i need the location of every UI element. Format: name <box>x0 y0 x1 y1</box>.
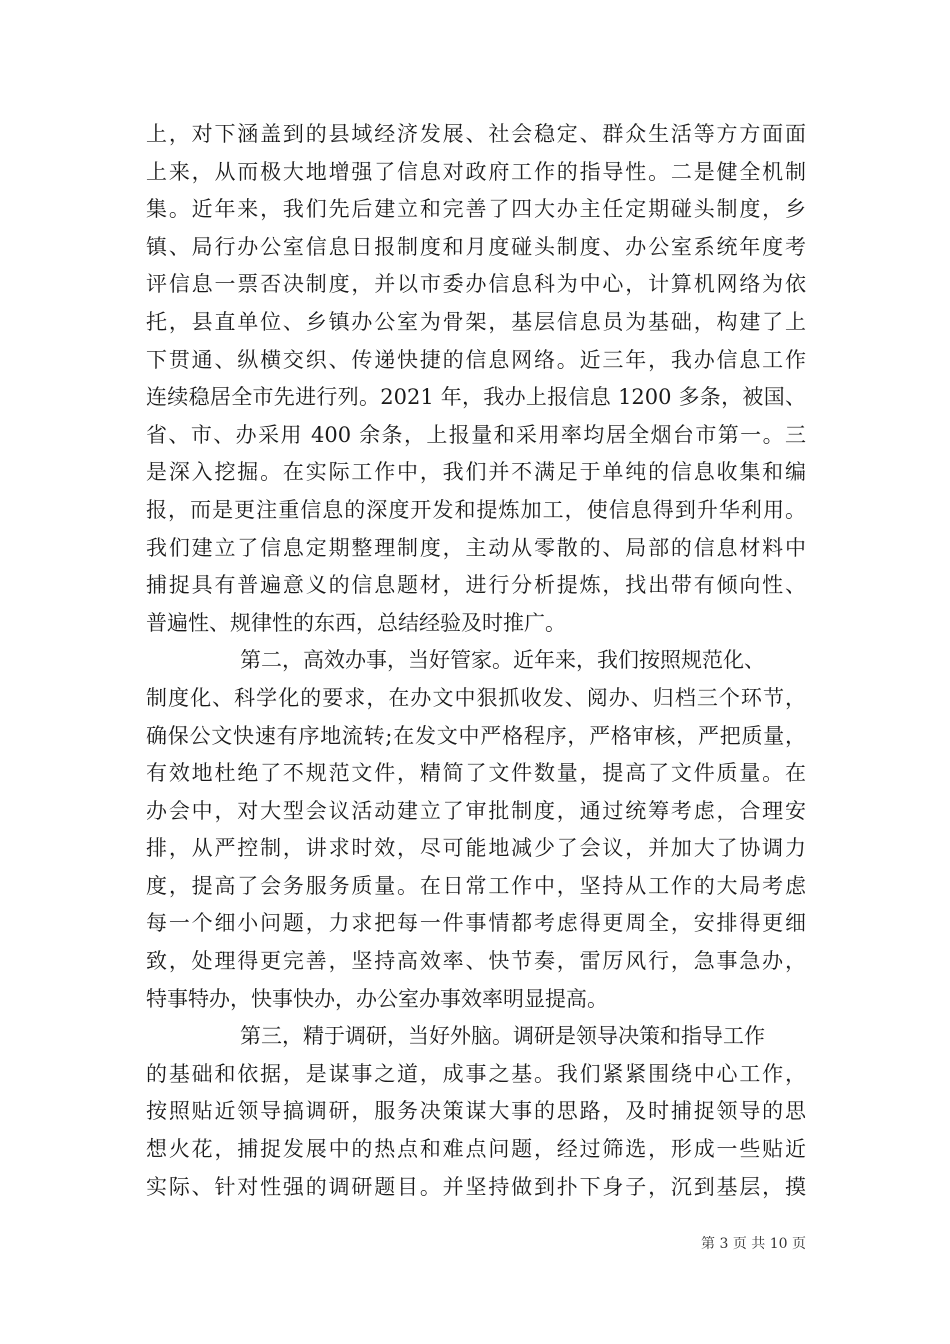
text-line: 集。近年来，我们先后建立和完善了四大办主任定期碰头制度，乡 <box>146 197 806 222</box>
text-line: 想火花，捕捉发展中的热点和难点问题，经过筛选，形成一些贴近 <box>146 1137 806 1162</box>
text-line: 我们建立了信息定期整理制度，主动从零散的、局部的信息材料中 <box>146 535 806 560</box>
text-line: 下贯通、纵横交织、传递快捷的信息网络。近三年，我办信息工作 <box>146 347 806 372</box>
text-line: 托，县直单位、乡镇办公室为骨架，基层信息员为基础，构建了上 <box>146 309 806 334</box>
text-line: 排，从严控制，讲求时效，尽可能地减少了会议，并加大了协调力 <box>146 836 806 861</box>
text-line: 按照贴近领导搞调研，服务决策谋大事的思路，及时捕捉领导的思 <box>146 1099 806 1124</box>
text-line: 实际、针对性强的调研题目。并坚持做到扑下身子，沉到基层，摸 <box>146 1174 806 1199</box>
text-line: 是深入挖掘。在实际工作中，我们并不满足于单纯的信息收集和编 <box>146 460 806 485</box>
text-line: 镇、局行办公室信息日报制度和月度碰头制度、办公室系统年度考 <box>146 234 806 259</box>
text-line: 度，提高了会务服务质量。在日常工作中，坚持从工作的大局考虑 <box>146 873 806 898</box>
text-line: 制度化、科学化的要求，在办文中狠抓收发、阅办、归档三个环节， <box>146 685 806 710</box>
text-line: 有效地杜绝了不规范文件，精简了文件数量，提高了文件质量。在 <box>146 761 806 786</box>
text-line: 评信息一票否决制度，并以市委办信息科为中心，计算机网络为依 <box>146 272 806 297</box>
text-line: 捕捉具有普遍意义的信息题材，进行分析提炼，找出带有倾向性、 <box>146 573 806 598</box>
text-line: 致，处理得更完善，坚持高效率、快节奏，雷厉风行，急事急办， <box>146 949 806 974</box>
text-line: 上来，从而极大地增强了信息对政府工作的指导性。二是健全机制 <box>146 159 806 184</box>
text-line: 上，对下涵盖到的县域经济发展、社会稳定、群众生活等方方面面 <box>146 122 806 146</box>
text-line: 每一个细小问题，力求把每一件事情都考虑得更周全，安排得更细 <box>146 911 806 936</box>
paragraph-heading-2: 第二，高效办事，当好管家。近年来，我们按照规范化、 <box>240 648 765 673</box>
text-line: 省、市、办采用 400 余条，上报量和采用率均居全烟台市第一。三 <box>146 422 806 447</box>
text-line: 普遍性、规律性的东西，总结经验及时推广。 <box>146 610 566 635</box>
body-text <box>146 116 806 1206</box>
text-line: 报，而是更注重信息的深度开发和提炼加工，使信息得到升华利用。 <box>146 497 806 522</box>
page-number: 第 3 页 共 10 页 <box>701 1236 806 1252</box>
text-line: 特事特办，快事快办，办公室办事效率明显提高。 <box>146 986 608 1011</box>
paragraph-heading-3: 第三，精于调研，当好外脑。调研是领导决策和指导工作 <box>240 1024 765 1049</box>
text-line: 办会中，对大型会议活动建立了审批制度，通过统筹考虑，合理安 <box>146 798 806 823</box>
text-line: 连续稳居全市先进行列。2021 年，我办上报信息 1200 多条，被国、 <box>146 385 806 410</box>
text-line: 的基础和依据，是谋事之道，成事之基。我们紧紧围绕中心工作， <box>146 1061 806 1086</box>
text-line: 确保公文快速有序地流转;在发文中严格程序，严格审核，严把质量， <box>146 723 806 748</box>
